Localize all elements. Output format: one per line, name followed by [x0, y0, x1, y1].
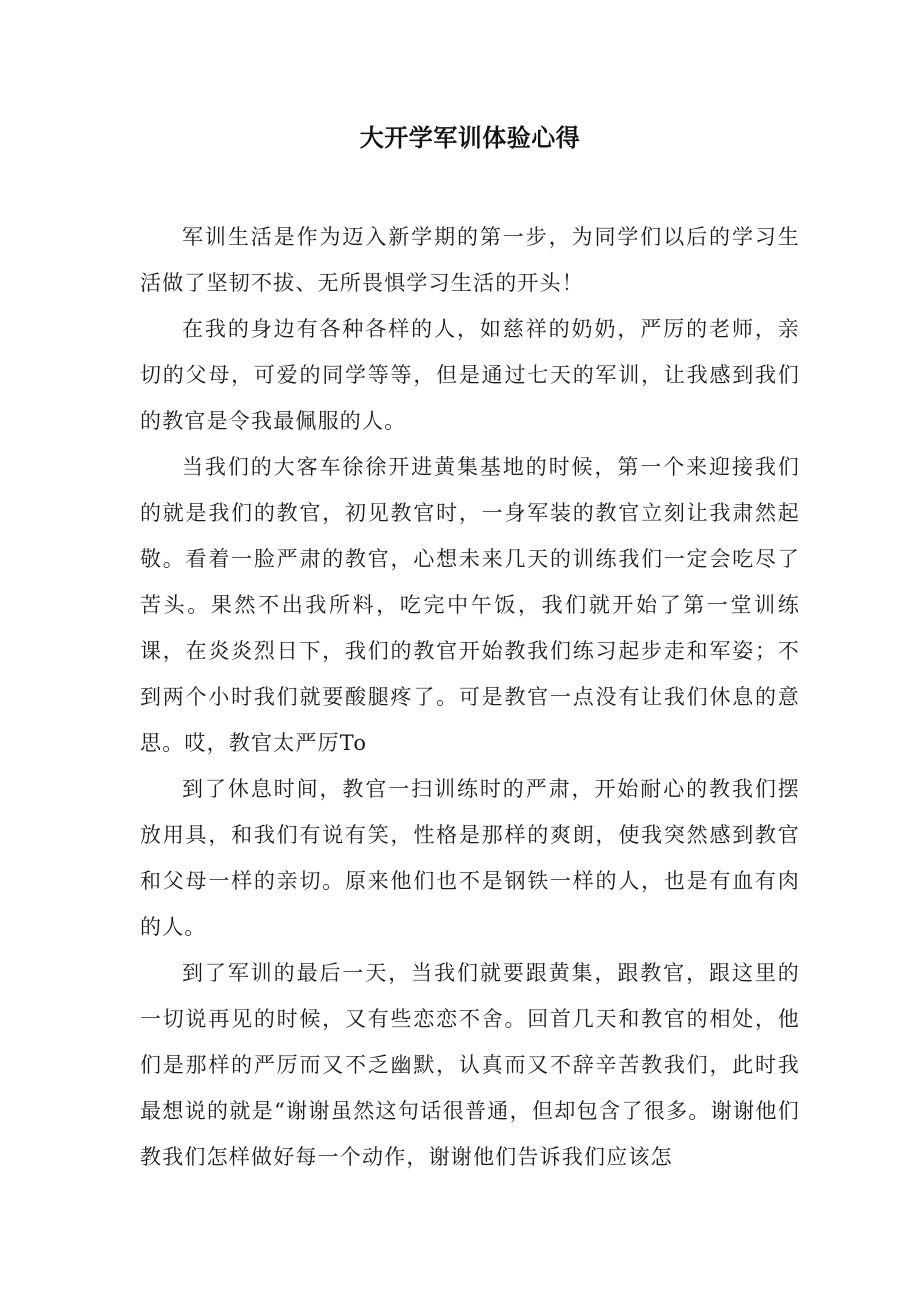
paragraph-1: 军训生活是作为迈入新学期的第一步，为同学们以后的学习生活做了坚韧不拔、无所畏惧学习生活的开头！: [140, 225, 800, 295]
paragraph-5: 到了军训的最后一天，当我们就要跟黄集，跟教官，跟这里的一切说再见的时候，又有些恋恋不舍。回首几天和教官的相处，他们是那样的严厉而又不乏幽默，认真而又不辞辛苦教我们，此时我最想说的就是“谢谢虽然这句话很普通，但却包含了很多。谢谢他们教我们怎样做好每一个动作，谢谢他们告诉我们应该怎: [140, 961, 800, 1169]
paragraph-2: 在我的身边有各种各样的人，如慈祥的奶奶，严厉的老师，亲切的父母，可爱的同学等等，但是通过七天的军训，让我感到我们的教官是令我最佩服的人。: [140, 317, 800, 433]
paragraph-3: 当我们的大客车徐徐开进黄集基地的时候，第一个来迎接我们的就是我们的教官，初见教官时，一身军装的教官立刻让我肃然起敬。看着一脸严肃的教官，心想未来几天的训练我们一定会吃尽了苦头。果然不出我所料，吃完中午饭，我们就开始了第一堂训练课，在炎炎烈日下，我们的教官开始教我们练习起步走和军姿；不到两个小时我们就要酸腿疼了。可是教官一点没有让我们休息的意思。哎，教官太严厉To: [140, 455, 800, 755]
document-title: 大开学军训体验心得: [359, 124, 581, 152]
document-body: [140, 214, 800, 1180]
paragraph-4: 到了休息时间，教官一扫训练时的严肃，开始耐心的教我们摆放用具，和我们有说有笑，性格是那样的爽朗，使我突然感到教官和父母一样的亲切。原来他们也不是钢铁一样的人，也是有血有肉的人。: [140, 777, 800, 939]
